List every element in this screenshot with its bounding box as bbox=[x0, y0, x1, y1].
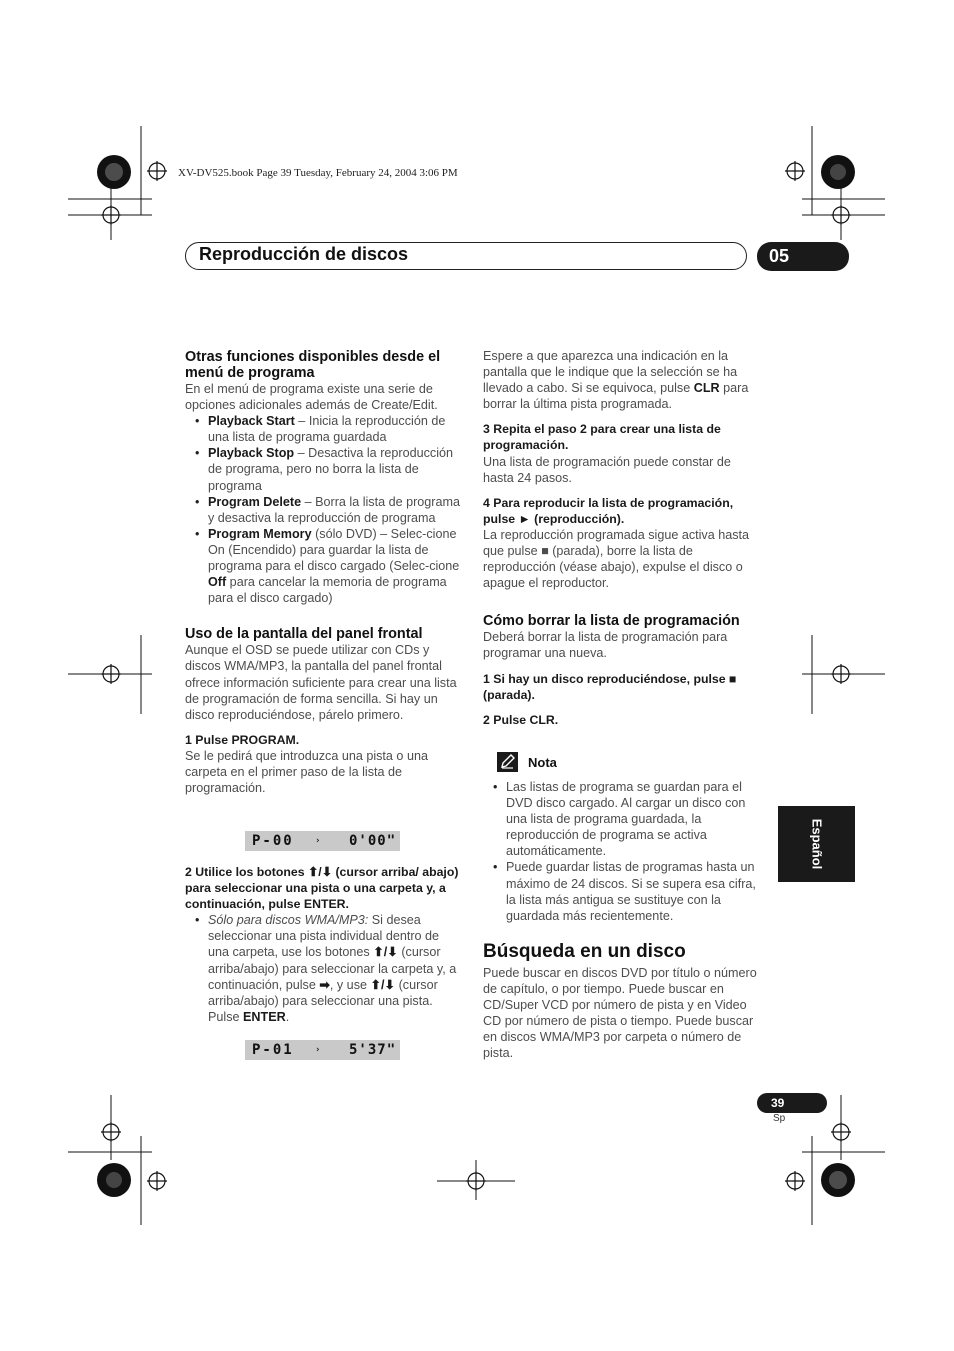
option-name: Playback Start bbox=[208, 414, 295, 429]
list-item bbox=[185, 526, 460, 606]
lcd-step: P-00 bbox=[252, 833, 294, 849]
language-side-tab bbox=[778, 806, 855, 882]
page-number-badge: 39 bbox=[757, 1093, 827, 1113]
step-2-text-a: 2 Utilice los botones bbox=[185, 865, 308, 879]
up-down-arrow-icon: ⬆/⬇ bbox=[373, 945, 398, 960]
option-desc: para cancelar la memoria de programa para el disco cargado) bbox=[208, 575, 447, 606]
book-info-line: XV-DV525.book Page 39 Tuesday, February 24, 2004 3:06 PM bbox=[178, 167, 458, 179]
list-item bbox=[185, 494, 460, 526]
page-language-code: Sp bbox=[773, 1113, 786, 1124]
chapter-badge: 05 bbox=[757, 242, 849, 271]
list-item bbox=[185, 912, 460, 1025]
clear-step-1: 1 Si hay un disco reproduciéndose, pulse ■ (parada). bbox=[483, 671, 737, 702]
bullet-icon: • bbox=[195, 494, 200, 509]
wma-text: Si desea seleccionar una pista individual dentro de una carpeta, use los botones bbox=[208, 913, 440, 960]
note-list bbox=[483, 779, 758, 924]
list-item bbox=[185, 413, 460, 445]
wait-text bbox=[483, 348, 758, 412]
pencil-note-icon bbox=[497, 752, 518, 772]
option-name: Program Delete bbox=[208, 494, 302, 509]
note-bullets bbox=[483, 779, 758, 924]
section-title-search: Búsqueda en un disco bbox=[483, 941, 686, 962]
option-desc: – Borra la lista de programa y desactiva la reproducción de programa bbox=[208, 494, 460, 525]
section-title-program-menu: Otras funciones disponibles desde el menú de programa bbox=[185, 349, 441, 381]
step-1-text: Se le pedirá que introduzca una pista o una carpeta en el primer paso de la lista de programación. bbox=[185, 748, 428, 796]
bullet-icon: • bbox=[195, 446, 200, 461]
step-2-title bbox=[185, 864, 460, 912]
step-4-title: 4 Para reproducir la lista de programación, pulse ► (reproducción). bbox=[483, 495, 734, 526]
lcd-time: 0'00" bbox=[349, 833, 397, 849]
search-text: Puede buscar en discos DVD por título o número de capítulo, o por tiempo. Puede buscar en CD/Super VCD por número de pista y en Video CD por número de pista o tiempo. Puede buscar en discos WMA/MP3 por carpeta o número de pista. bbox=[483, 966, 757, 1061]
up-down-arrow-icon: ⬆/⬇ bbox=[370, 977, 396, 992]
step-3-title: 3 Repita el paso 2 para crear una lista de programación. bbox=[483, 422, 721, 453]
lcd-display-1 bbox=[245, 831, 400, 851]
clr-label: CLR bbox=[693, 381, 720, 396]
bullet-icon: • bbox=[195, 913, 200, 928]
language-label: Español bbox=[809, 818, 825, 870]
step-3-text: Una lista de programación puede constar de hasta 24 pasos. bbox=[483, 454, 731, 485]
wma-text: (cursor arriba/abajo) para seleccionar una pista. Pulse bbox=[208, 977, 438, 1024]
front-panel-text: Aunque el OSD se puede utilizar con CDs y discos WMA/MP3, la pantalla del panel frontal ofrece información suficiente para crear una lista de programación de forma sencilla. Si hay un disco reproduciéndose, párelo primero. bbox=[185, 643, 457, 722]
step-4-text: La reproducción programada sigue activa hasta que pulse ■ (parada), borre la lista de reproducción (véase abajo), expulse el disco o apague el reproductor. bbox=[483, 527, 750, 591]
wma-note-list bbox=[185, 912, 460, 1025]
option-desc: – Inicia la reproducción de una lista de programa guardada bbox=[208, 414, 446, 445]
lcd-separator-icon: › bbox=[315, 836, 321, 846]
section-title-front-panel: Uso de la pantalla del panel frontal bbox=[185, 626, 423, 643]
bullet-icon: • bbox=[195, 526, 200, 541]
note-title: Nota bbox=[528, 755, 557, 770]
option-name: Playback Stop bbox=[208, 446, 295, 461]
step-1-title: 1 Pulse PROGRAM. bbox=[185, 732, 300, 747]
note-text: Puede guardar listas de programas hasta un máximo de 24 discos. Si se supera esa cifra, la lista más antigua se sustituye con la guardada más recientemente. bbox=[506, 860, 756, 923]
wma-text: , y use bbox=[329, 977, 371, 992]
list-item bbox=[483, 859, 758, 923]
up-down-arrow-icon: ⬆/⬇ bbox=[308, 865, 333, 879]
option-desc: – Desactiva la reproducción de programa, pero no borra la lista de programa bbox=[208, 446, 453, 493]
list-item bbox=[483, 779, 758, 859]
program-options-list bbox=[185, 413, 460, 606]
step-2-text-b: (cursor arriba/ abajo) para seleccionar una pista o una carpeta y, a continuación, pulse ENTER. bbox=[185, 865, 459, 912]
section-title-clear-list: Cómo borrar la lista de programación bbox=[483, 613, 740, 630]
wait-text-b: para borrar la última pista programada. bbox=[483, 381, 749, 412]
wait-text-a: Espere a que aparezca una indicación en la pantalla que le indique que la selección se ha llevado a cabo. Si se equivoca, pulse bbox=[483, 349, 738, 396]
bullet-icon: • bbox=[195, 414, 200, 429]
lcd-step: P-01 bbox=[252, 1042, 294, 1058]
lcd-separator-icon: › bbox=[315, 1045, 321, 1055]
lcd-time: 5'37" bbox=[349, 1042, 397, 1058]
wma-text: (cursor arriba/abajo) para seleccionar la carpeta y, a continuación, pulse bbox=[208, 945, 457, 992]
off-label: Off bbox=[208, 575, 227, 590]
option-name: Program Memory bbox=[208, 526, 312, 541]
note-text: Las listas de programa se guardan para el DVD disco cargado. Al cargar un disco con una lista de programa guardada, la reproducción de programa se activa automáticamente. bbox=[506, 780, 746, 859]
wma-text: . bbox=[285, 1009, 290, 1024]
wma-only-label: Sólo para discos WMA/MP3: bbox=[208, 913, 369, 928]
left-column bbox=[185, 349, 460, 796]
bullet-icon: • bbox=[493, 860, 498, 875]
right-column bbox=[483, 348, 758, 728]
enter-label: ENTER bbox=[243, 1009, 286, 1024]
search-section bbox=[483, 941, 758, 1062]
list-item bbox=[185, 445, 460, 493]
right-arrow-icon: ➡ bbox=[319, 977, 330, 992]
option-desc: (sólo DVD) – Selec-cione On (Encendido) para guardar la lista de programa para el disco cargado (Selec-cione bbox=[208, 526, 460, 574]
lcd-display-2 bbox=[245, 1040, 400, 1060]
section-intro: En el menú de programa existe una serie de opciones adicionales además de Create/Edit. bbox=[185, 382, 438, 413]
left-column-step2 bbox=[185, 864, 460, 1025]
clear-step-2: 2 Pulse CLR. bbox=[483, 712, 559, 727]
clear-list-text: Deberá borrar la lista de programación para programar una nueva. bbox=[483, 630, 728, 661]
bullet-icon: • bbox=[493, 780, 498, 794]
page-title: Reproducción de discos bbox=[199, 244, 409, 264]
